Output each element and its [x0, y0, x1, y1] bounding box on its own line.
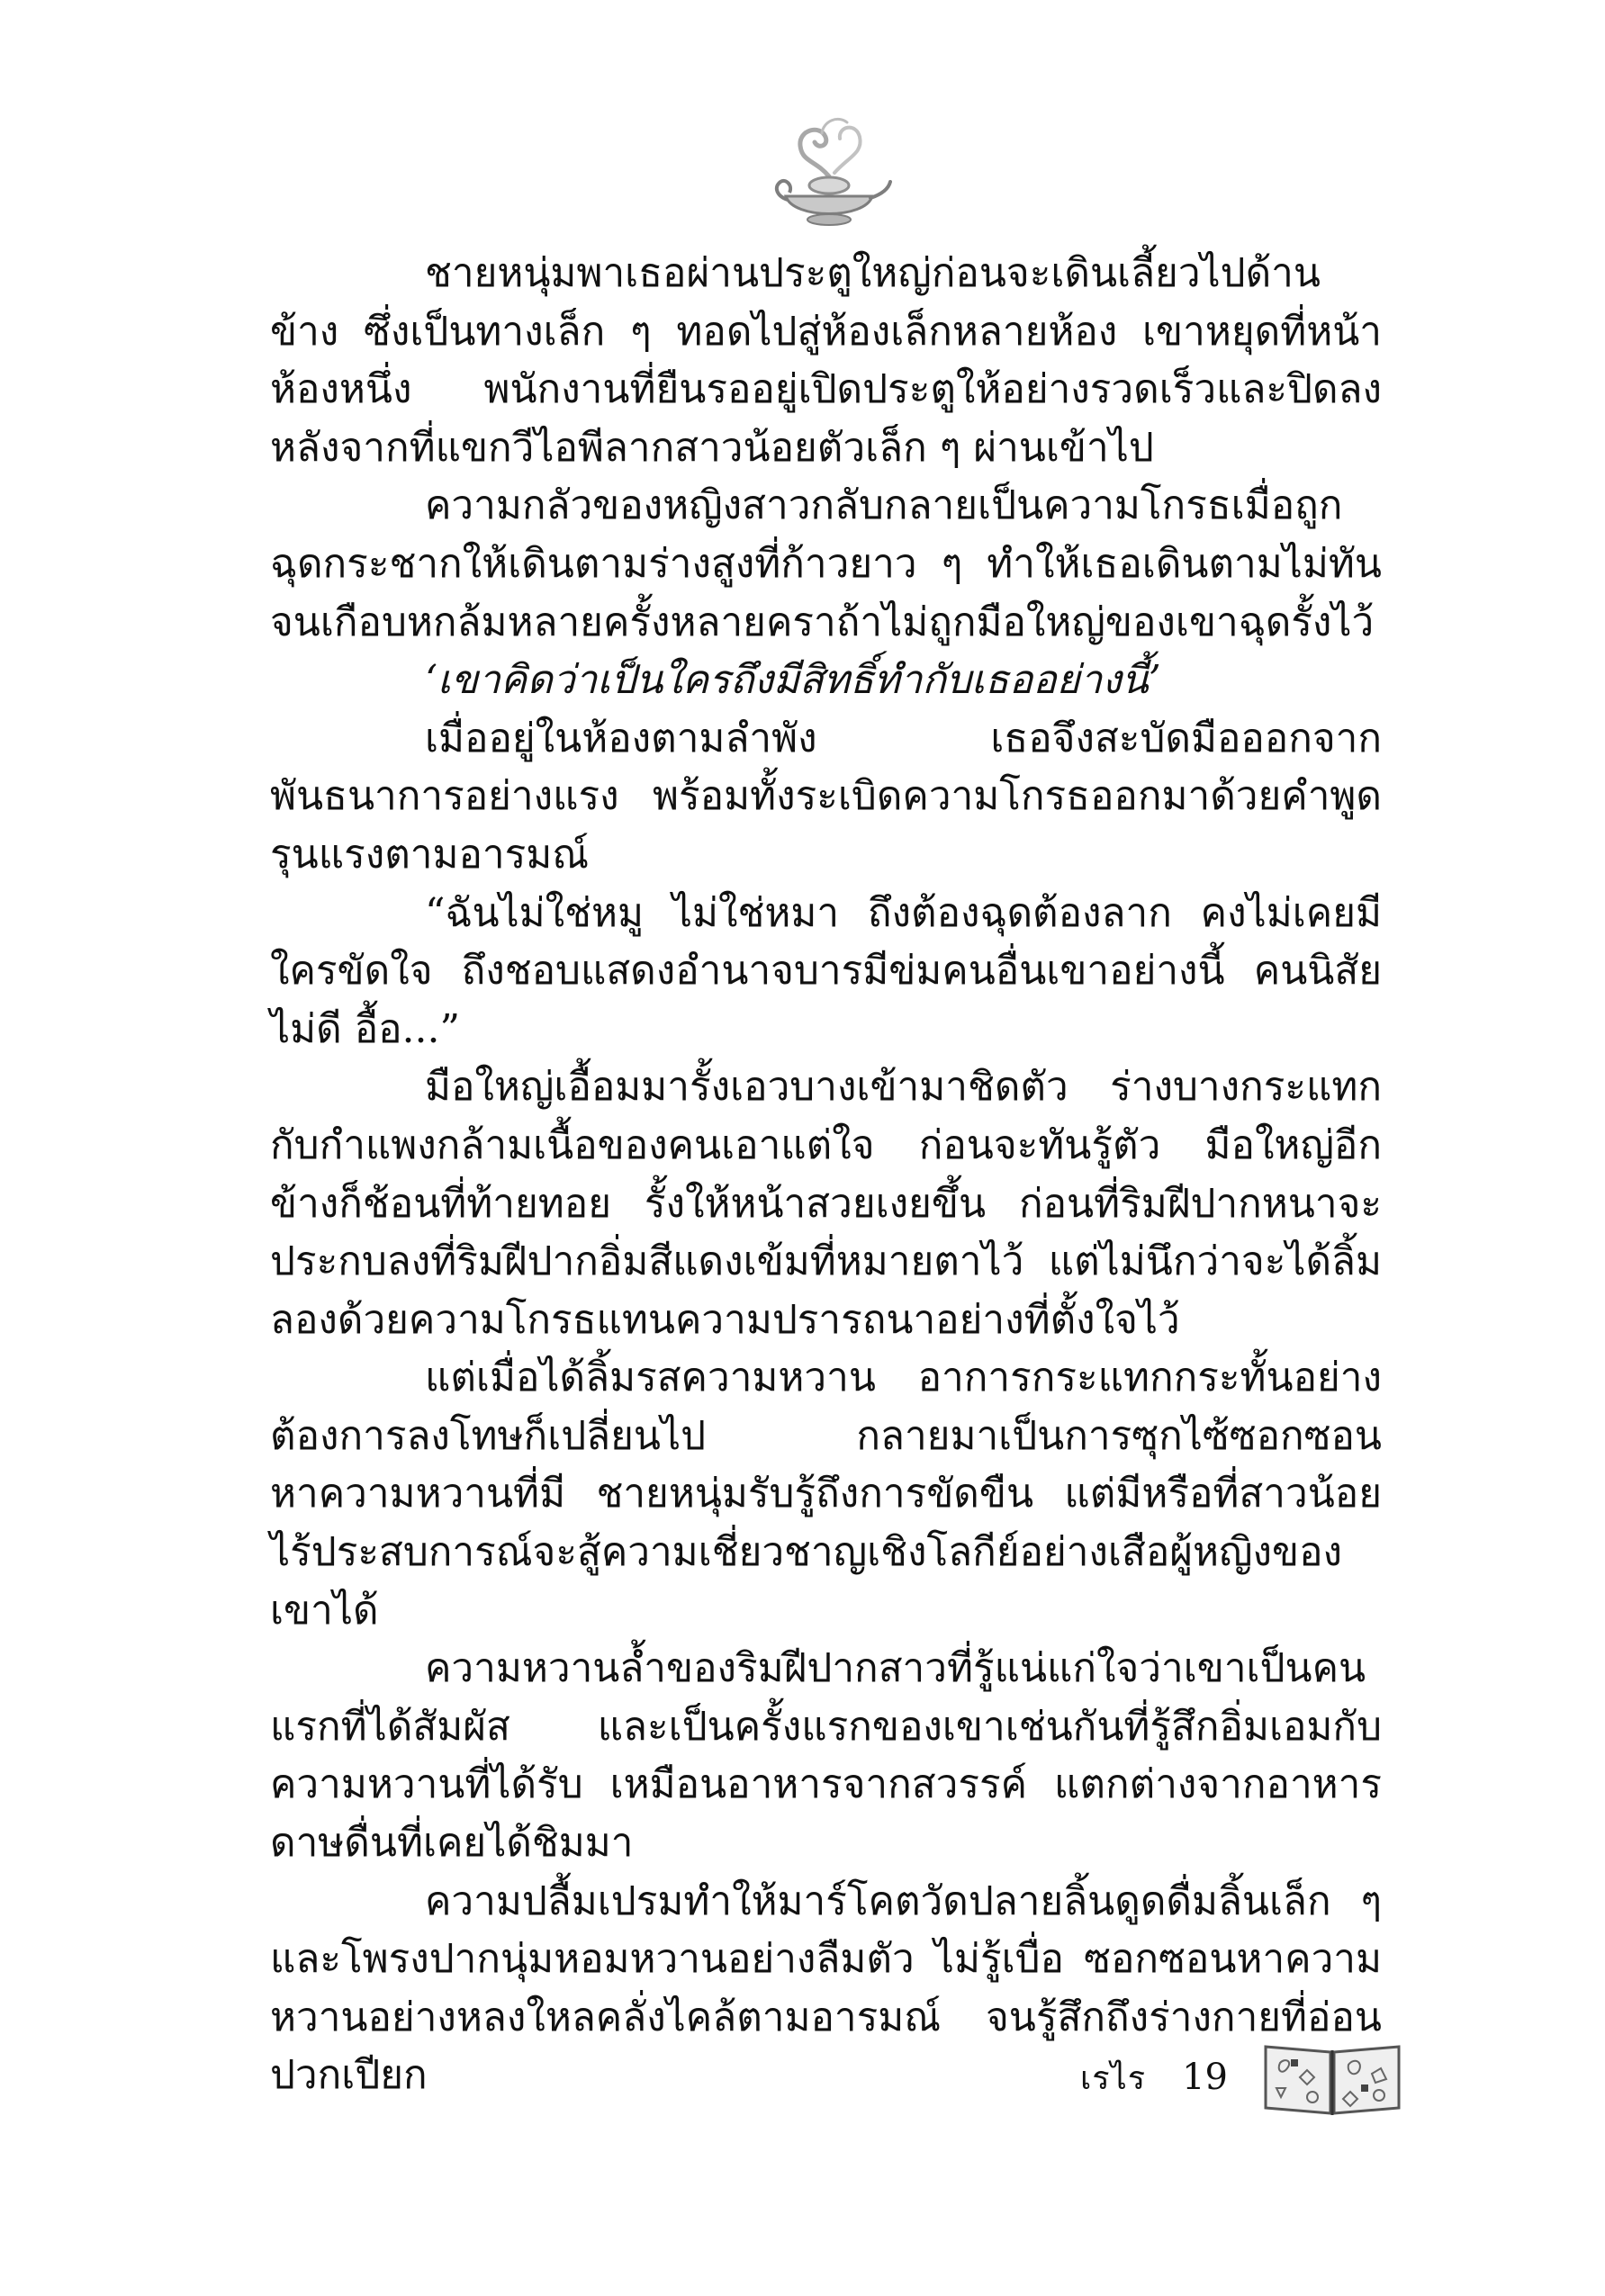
open-book-icon: [1260, 2038, 1404, 2117]
dialogue-paragraph: “ฉันไม่ใช่หมู ไม่ใช่หมา ถึงต้องฉุดต้องลาก คงไม่เคยมีใครขัดใจ ถึงชอบแสดงอำนาจบารมีข่มคนอื่นเขาอย่างนี้ คนนิสัยไม่ดี อื้อ...”: [270, 889, 1382, 1052]
paragraph-1: ชายหนุ่มพาเธอผ่านประตูใหญ่ก่อนจะเดินเลี้ยวไปด้านข้าง ซึ่งเป็นทางเล็ก ๆ ทอดไปสู่ห้องเล็กหลายห้อง เขาหยุดที่หน้าห้องหนึ่ง พนักงานที่ยืนรออยู่เปิดประตูให้อย่างรวดเร็วและปิดลงหลังจากที่แขกวีไอพีลากสาวน้อยตัวเล็ก ๆ ผ่านเข้าไป: [270, 250, 1382, 471]
paragraph-7: แต่เมื่อได้ลิ้มรสความหวาน อาการกระแทกกระทั้นอย่างต้องการลงโทษก็เปลี่ยนไป กลายมาเป็นการซุกไซ้ซอกซอนหาความหวานที่มี ชายหนุ่มรับรู้ถึงการขัดขืน แต่มีหรือที่สาวน้อยไร้ประสบการณ์จะสู้ความเชี่ยวชาญเชิงโลกีย์อย่างเสือผู้หญิงของเขาได้: [270, 1355, 1382, 1634]
body-text: [270, 245, 1382, 2105]
paragraph-8: ความหวานล้ำของริมฝีปากสาวที่รู้แน่แก่ใจว่าเขาเป็นคนแรกที่ได้สัมผัส และเป็นครั้งแรกของเขาเช่นกันที่รู้สึกอิ่มเอมกับความหวานที่ได้รับ เหมือนอาหารจากสวรรค์ แตกต่างจากอาหารดาษดื่นที่เคยได้ชิมมา: [270, 1645, 1382, 1867]
genie-lamp-icon: [766, 106, 892, 232]
paragraph-4: เมื่ออยู่ในห้องตามลำพัง เธอจึงสะบัดมือออกจากพันธนาการอย่างแรง พร้อมทั้งระเบิดความโกรธออกมาด้วยคำพูดรุนแรงตามอารมณ์: [270, 715, 1382, 878]
page-number: 19: [1182, 2057, 1228, 2098]
running-title: เรไร: [1080, 2059, 1147, 2097]
paragraph-2: ความกลัวของหญิงสาวกลับกลายเป็นความโกรธเมื่อถูกฉุดกระชากให้เดินตามร่างสูงที่ก้าวยาว ๆ ทำให้เธอเดินตามไม่ทัน จนเกือบหกล้มหลายครั้งหลายคราถ้าไม่ถูกมือใหญ่ของเขาฉุดรั้งไว้: [270, 482, 1382, 645]
paragraph-9: ความปลื้มเปรมทำให้มาร์โคตวัดปลายลิ้นดูดดื่มลิ้นเล็ก ๆ และโพรงปากนุ่มหอมหวานอย่างลืมตัว ไม่รู้เบื่อ ซอกซอนหาความหวานอย่างหลงใหลคลั่งไคล้ตามอารมณ์ จนรู้สึกถึงร่างกายที่อ่อนปวกเปียก: [270, 1877, 1382, 2099]
inner-thought-line: ‘เขาคิดว่าเป็นใครถึงมีสิทธิ์ทำกับเธออย่างนี้’: [425, 657, 1161, 704]
paragraph-6: มือใหญ่เอื้อมมารั้งเอวบางเข้ามาชิดตัว ร่างบางกระแทกกับกำแพงกล้ามเนื้อของคนเอาแต่ใจ ก่อนจะทันรู้ตัว มือใหญ่อีกข้างก็ช้อนที่ท้ายทอย รั้งให้หน้าสวยเงยขึ้น ก่อนที่ริมฝีปากหนาจะประกบลงที่ริมฝีปากอิ่มสีแดงเข้มที่หมายตาไว้ แต่ไม่นึกว่าจะได้ลิ้มลองด้วยความโกรธแทนความปรารถนาอย่างที่ตั้งใจไว้: [270, 1064, 1382, 1343]
page-footer: [1080, 2041, 1404, 2113]
